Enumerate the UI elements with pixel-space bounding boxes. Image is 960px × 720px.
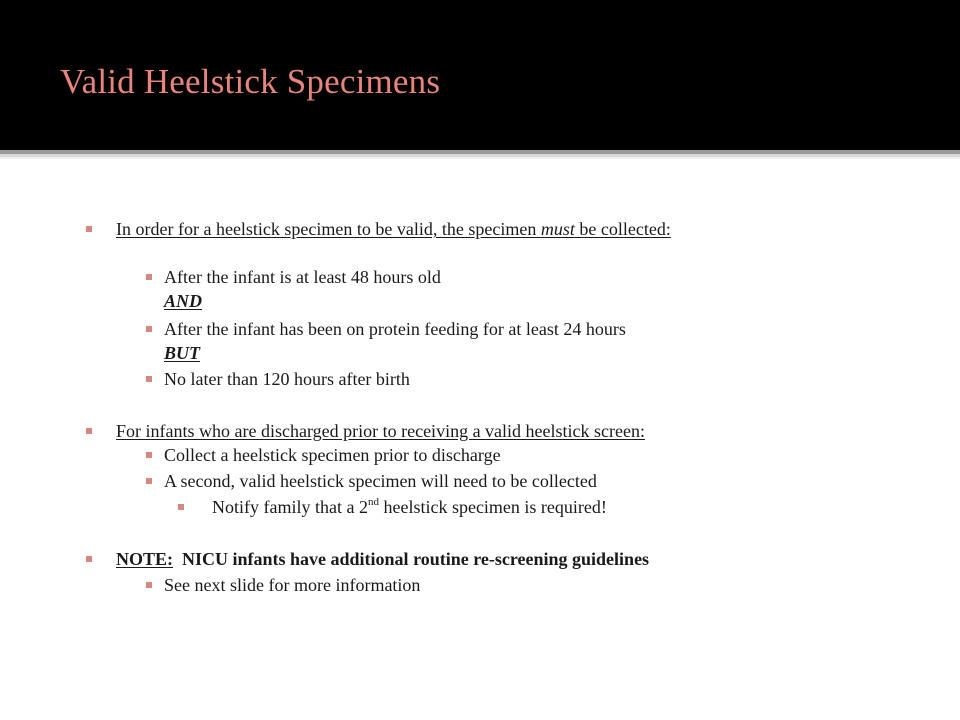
bullet-collection-criteria	[116, 218, 671, 240]
bullet-marker	[146, 274, 152, 280]
connector-but: BUT	[164, 343, 200, 363]
sub-sub-bullet-notify-family: Notify family that a 2nd heelstick specimen is required!	[212, 496, 607, 517]
sub-bullet-next-slide: See next slide for more information	[164, 575, 421, 595]
bullet-marker	[86, 556, 92, 562]
emphasis-must: must	[540, 219, 575, 239]
bullet-marker	[86, 428, 92, 434]
sub-bullet-protein-feeding: After the infant has been on protein feeding for at least 24 hours	[164, 319, 626, 339]
bullet-marker	[146, 582, 152, 588]
bullet-marker	[146, 376, 152, 382]
connector-and: AND	[164, 291, 203, 311]
bullet-marker	[146, 326, 152, 332]
bullet-text: In order for a heelstick specimen to be valid, the specimen must be collected:	[116, 219, 671, 239]
note-text: NICU infants have additional routine re-screening guidelines	[173, 549, 650, 569]
sub-bullet-second-specimen: A second, valid heelstick specimen will need to be collected	[164, 471, 597, 491]
slide-title: Valid Heelstick Specimens	[60, 62, 441, 101]
ordinal-superscript: nd	[367, 496, 379, 508]
note-label: NOTE:	[116, 549, 174, 569]
bullet-marker	[146, 452, 152, 458]
sub-bullet-collect-before-discharge: Collect a heelstick specimen prior to discharge	[164, 445, 501, 465]
bullet-marker	[86, 226, 92, 232]
sub-bullet-48-hours: After the infant is at least 48 hours old	[164, 267, 441, 287]
bullet-marker	[178, 504, 184, 510]
bullet-discharged-infants: For infants who are discharged prior to receiving a valid heelstick screen:	[116, 421, 645, 441]
bullet-marker	[146, 478, 152, 484]
bullet-nicu-note	[116, 548, 649, 570]
sub-bullet-120-hours: No later than 120 hours after birth	[164, 369, 410, 389]
